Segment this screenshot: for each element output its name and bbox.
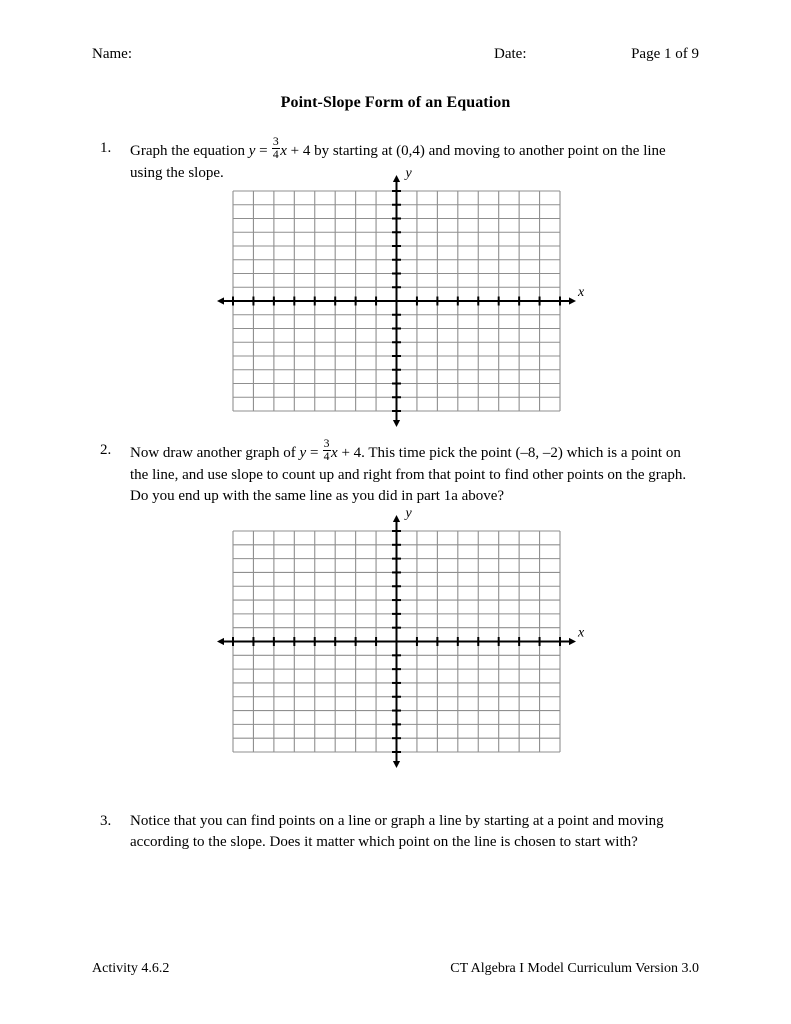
problem-marker: 1.: [100, 140, 112, 156]
name-label: Name:: [92, 46, 132, 62]
date-label: Date:: [494, 46, 527, 62]
fraction-numerator: 3: [323, 436, 330, 450]
x-axis-label: x: [578, 625, 585, 641]
x-axis-arrow-right: [569, 638, 576, 645]
y-axis-arrow-down: [393, 761, 400, 768]
coordinate-grid-2-svg: [233, 506, 585, 752]
fraction-denominator: 4: [272, 147, 279, 161]
math-variable-y: y: [299, 445, 307, 462]
problem-item-2: [100, 436, 696, 507]
y-axis-arrow-down: [393, 420, 400, 427]
problem-item-1: [100, 134, 696, 184]
curriculum-label: CT Algebra I Model Curriculum Version 3.0: [450, 961, 699, 976]
math-variable-x: x: [331, 445, 338, 462]
fraction-three-fourths: [272, 136, 280, 161]
axes-2: [217, 515, 576, 768]
math-variable-y: y: [248, 143, 256, 160]
axes-1: [217, 175, 576, 427]
y-axis-label: y: [405, 166, 412, 181]
fraction-denominator: 4: [323, 449, 330, 463]
problem-text-tail: + 4. This time pick the point (–8, –2) which is a point on the line, and use slope to count up and right from that point to find other points on the graph. Do you end up with the same line as you did in part 1a above?: [130, 445, 687, 505]
math-equals: =: [255, 143, 272, 160]
x-axis-label: x: [578, 285, 585, 300]
x-axis-arrow-left: [217, 638, 224, 645]
problem-text-tail: + 4 by starting at (0,4) and moving to another point on the line using the slope.: [130, 143, 666, 181]
coordinate-grid-2: [233, 506, 585, 752]
problem-marker: 2.: [100, 442, 112, 458]
x-axis-arrow-left: [217, 297, 224, 304]
problem-item-3: [100, 811, 696, 854]
problem-text: [130, 134, 696, 184]
y-axis-label: y: [405, 506, 412, 521]
page-header: [92, 46, 699, 66]
math-variable-x: x: [280, 143, 287, 160]
problem-marker: 3.: [100, 813, 112, 829]
page-title: Point-Slope Form of an Equation: [280, 94, 511, 111]
problem-text: [130, 436, 696, 507]
page-footer: [92, 961, 699, 981]
problem-text-lead: Now draw another graph of: [130, 445, 300, 462]
coordinate-grid-1-svg: [233, 166, 585, 411]
problem-text-lead: Graph the equation: [130, 143, 249, 160]
x-axis-arrow-right: [569, 297, 576, 304]
page-number-label: Page 1 of 9: [631, 46, 699, 62]
y-axis-arrow-up: [393, 515, 400, 522]
problem-text: Notice that you can find points on a line or graph a line by starting at a point and moving according to the slope. Does it matter which point on the line is chosen to start with?: [130, 813, 664, 851]
coordinate-grid-1: [233, 166, 585, 411]
math-equals: =: [306, 445, 323, 462]
fraction-numerator: 3: [272, 134, 279, 148]
fraction-three-fourths: [323, 438, 331, 463]
activity-label: Activity 4.6.2: [92, 961, 170, 976]
